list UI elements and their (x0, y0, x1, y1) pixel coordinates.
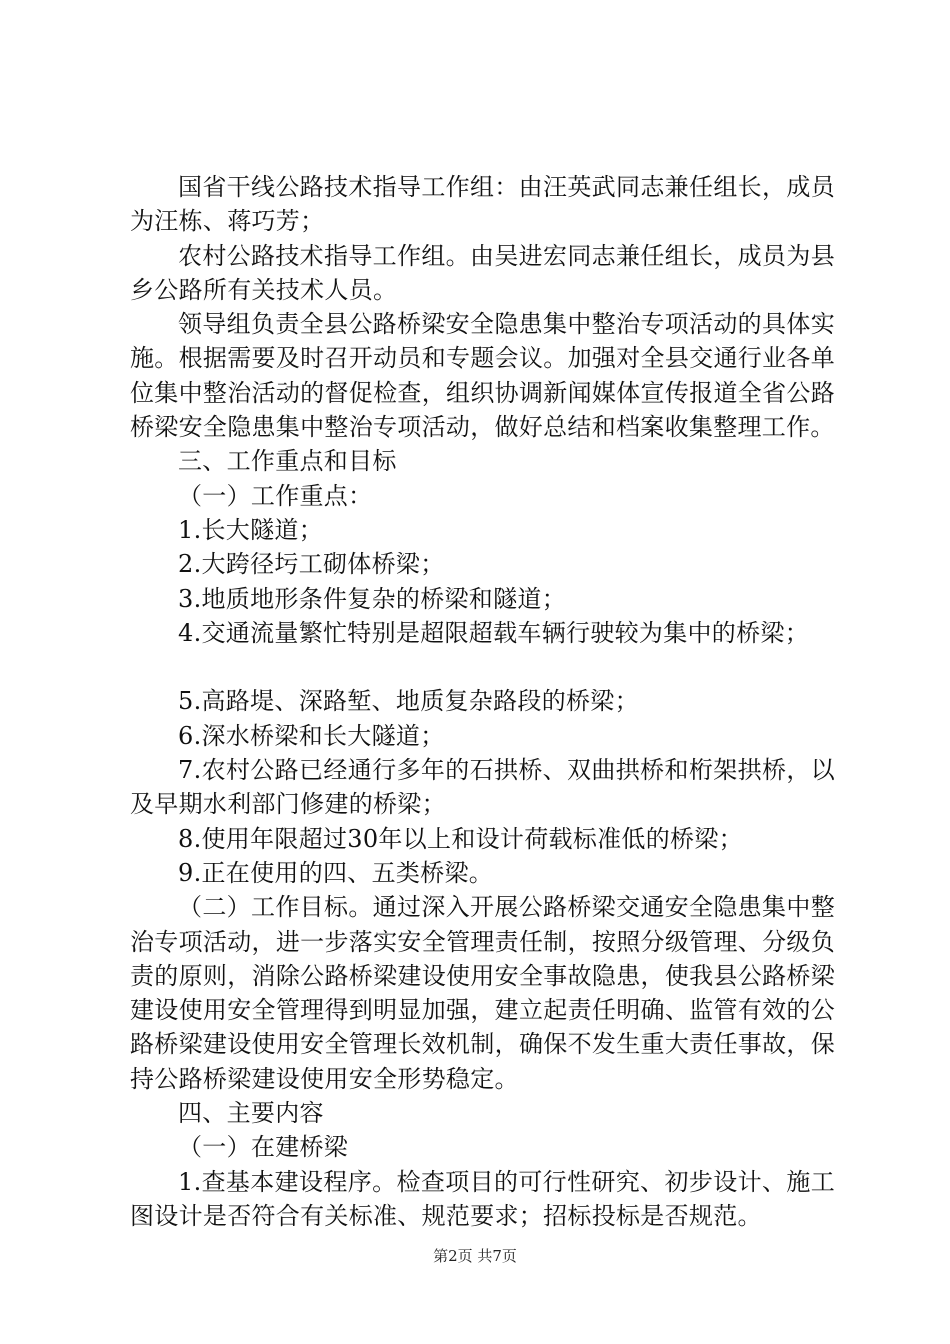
subheading-bridges-under-construction: （一）在建桥梁 (178, 1133, 349, 1162)
section-heading-main-content: 四、主要内容 (178, 1099, 324, 1128)
list-item-4: 4.交通流量繁忙特别是超限超载车辆行驶较为集中的桥梁； (178, 618, 809, 647)
page-number-footer: 第2页 共7页 (433, 1247, 517, 1265)
paragraph-work-goals: （二）工作目标。通过深入开展公路桥梁交通安全隐患集中整治专项活动，进一步落实安全管理责任制，按照分级管理、分级负责的原则，消除公路桥梁建设使用安全事故隐患，使我县公路桥梁建设使用安全管理得到明显加强，建立起责任明确、监管有效的公路桥梁建设使用安全管理长效机制，确保不发生重大责任事故，保持公路桥梁建设使用安全形势稳定。 (130, 893, 835, 1093)
paragraph-guosheng-group: 国省干线公路技术指导工作组：由汪英武同志兼任组长，成员为汪栋、蒋巧芳； (130, 173, 835, 236)
list-item-2: 2.大跨径圬工砌体桥梁； (178, 550, 445, 579)
list-item-8: 8.使用年限超过30年以上和设计荷载标准低的桥梁； (178, 824, 743, 853)
section-heading-focus-goals: 三、工作重点和目标 (178, 447, 397, 476)
paragraph-rural-group: 农村公路技术指导工作组。由吴进宏同志兼任组长，成员为县乡公路所有关技术人员。 (130, 241, 835, 304)
subheading-work-focus: （一）工作重点： (178, 481, 373, 510)
list-item-5: 5.高路堤、深路堑、地质复杂路段的桥梁； (178, 687, 639, 716)
list-item-9: 9.正在使用的四、五类桥梁。 (178, 858, 494, 887)
document-body (130, 170, 835, 1233)
paragraph-leadership-duties: 领导组负责全县公路桥梁安全隐患集中整治专项活动的具体实施。根据需要及时召开动员和专题会议。加强对全县交通行业各单位集中整治活动的督促检查，组织协调新闻媒体宣传报道全省公路桥梁安全隐患集中整治专项活动，做好总结和档案收集整理工作。 (130, 310, 835, 442)
list-item-6: 6.深水桥梁和长大隧道； (178, 721, 445, 750)
list-item-3: 3.地质地形条件复杂的桥梁和隧道； (178, 584, 566, 613)
list-item-1: 1.长大隧道； (178, 515, 323, 544)
list-item-7: 7.农村公路已经通行多年的石拱桥、双曲拱桥和桁架拱桥，以及早期水利部门修建的桥梁； (130, 756, 835, 819)
paragraph-check-procedures: 1.查基本建设程序。检查项目的可行性研究、初步设计、施工图设计是否符合有关标准、规范要求；招标投标是否规范。 (130, 1167, 835, 1230)
